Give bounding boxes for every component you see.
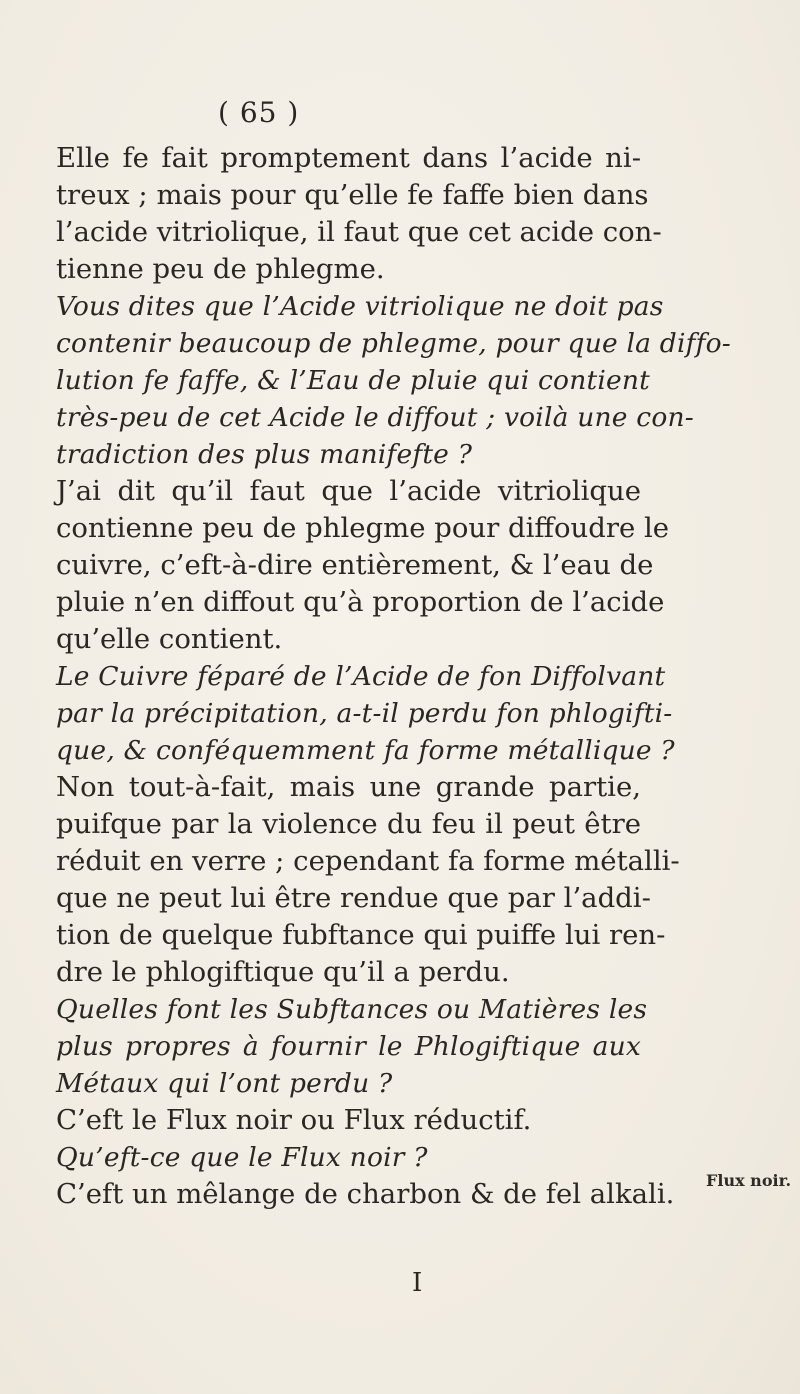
answer-line: qu’elle contient. <box>56 623 283 655</box>
answer-line: cuivre, c’eft-à-dire entièrement, & l’eau de <box>56 549 654 581</box>
signature-mark: I <box>412 1268 423 1298</box>
answer-line: Non tout-à-fait, mais une grande partie, <box>56 771 641 803</box>
answer-line: l’acide vitriolique, il faut que cet acide con- <box>56 216 662 248</box>
margin-note: Flux noir. <box>706 1171 792 1190</box>
question-line: que, & conféquemment fa forme métallique ? <box>56 735 675 766</box>
question-line: Quelles font les Subftances ou Matières les <box>56 994 648 1025</box>
answer-line: puifque par la violence du feu il peut être <box>56 808 641 840</box>
page-number: ( 65 ) <box>218 96 300 129</box>
body-text <box>56 140 731 1213</box>
answer-line: réduit en verre ; cependant fa forme métalli- <box>56 845 680 877</box>
question-line: tradiction des plus manifefte ? <box>56 439 473 470</box>
question-line: lution fe faffe, & l’Eau de pluie qui contient <box>56 365 650 396</box>
answer-line: dre le phlogiftique qu’il a perdu. <box>56 956 510 988</box>
question-line: Vous dites que l’Acide vitriolique ne doit pas <box>56 291 664 322</box>
answer-line: J’ai dit qu’il faut que l’acide vitriolique <box>56 475 641 507</box>
answer-line: pluie n’en diffout qu’à proportion de l’acide <box>56 586 665 618</box>
answer-line: que ne peut lui être rendue que par l’addi- <box>56 882 651 914</box>
answer-line: tion de quelque fubftance qui puiffe lui ren- <box>56 919 666 951</box>
question-line: Qu’eft-ce que le Flux noir ? <box>56 1142 428 1173</box>
answer-line: contienne peu de phlegme pour diffoudre le <box>56 512 670 544</box>
question-line: très-peu de cet Acide le diffout ; voilà une con- <box>56 402 694 433</box>
question-line: Métaux qui l’ont perdu ? <box>56 1068 393 1099</box>
answer-line: treux ; mais pour qu’elle fe faffe bien dans <box>56 179 649 211</box>
question-line: Le Cuivre féparé de l’Acide de fon Diffolvant <box>56 661 666 692</box>
answer-line: tienne peu de phlegme. <box>56 253 385 285</box>
answer-line: C’eft un mêlange de charbon & de fel alkali. <box>56 1178 675 1210</box>
question-line: plus propres à fournir le Phlogiftique aux <box>56 1031 641 1062</box>
question-line: contenir beaucoup de phlegme, pour que la diffo- <box>56 328 731 359</box>
question-line: par la précipitation, a-t-il perdu fon phlogifti- <box>56 698 673 729</box>
answer-line: Elle fe fait promptement dans l’acide ni- <box>56 142 641 174</box>
answer-line: C’eft le Flux noir ou Flux réductif. <box>56 1104 532 1136</box>
